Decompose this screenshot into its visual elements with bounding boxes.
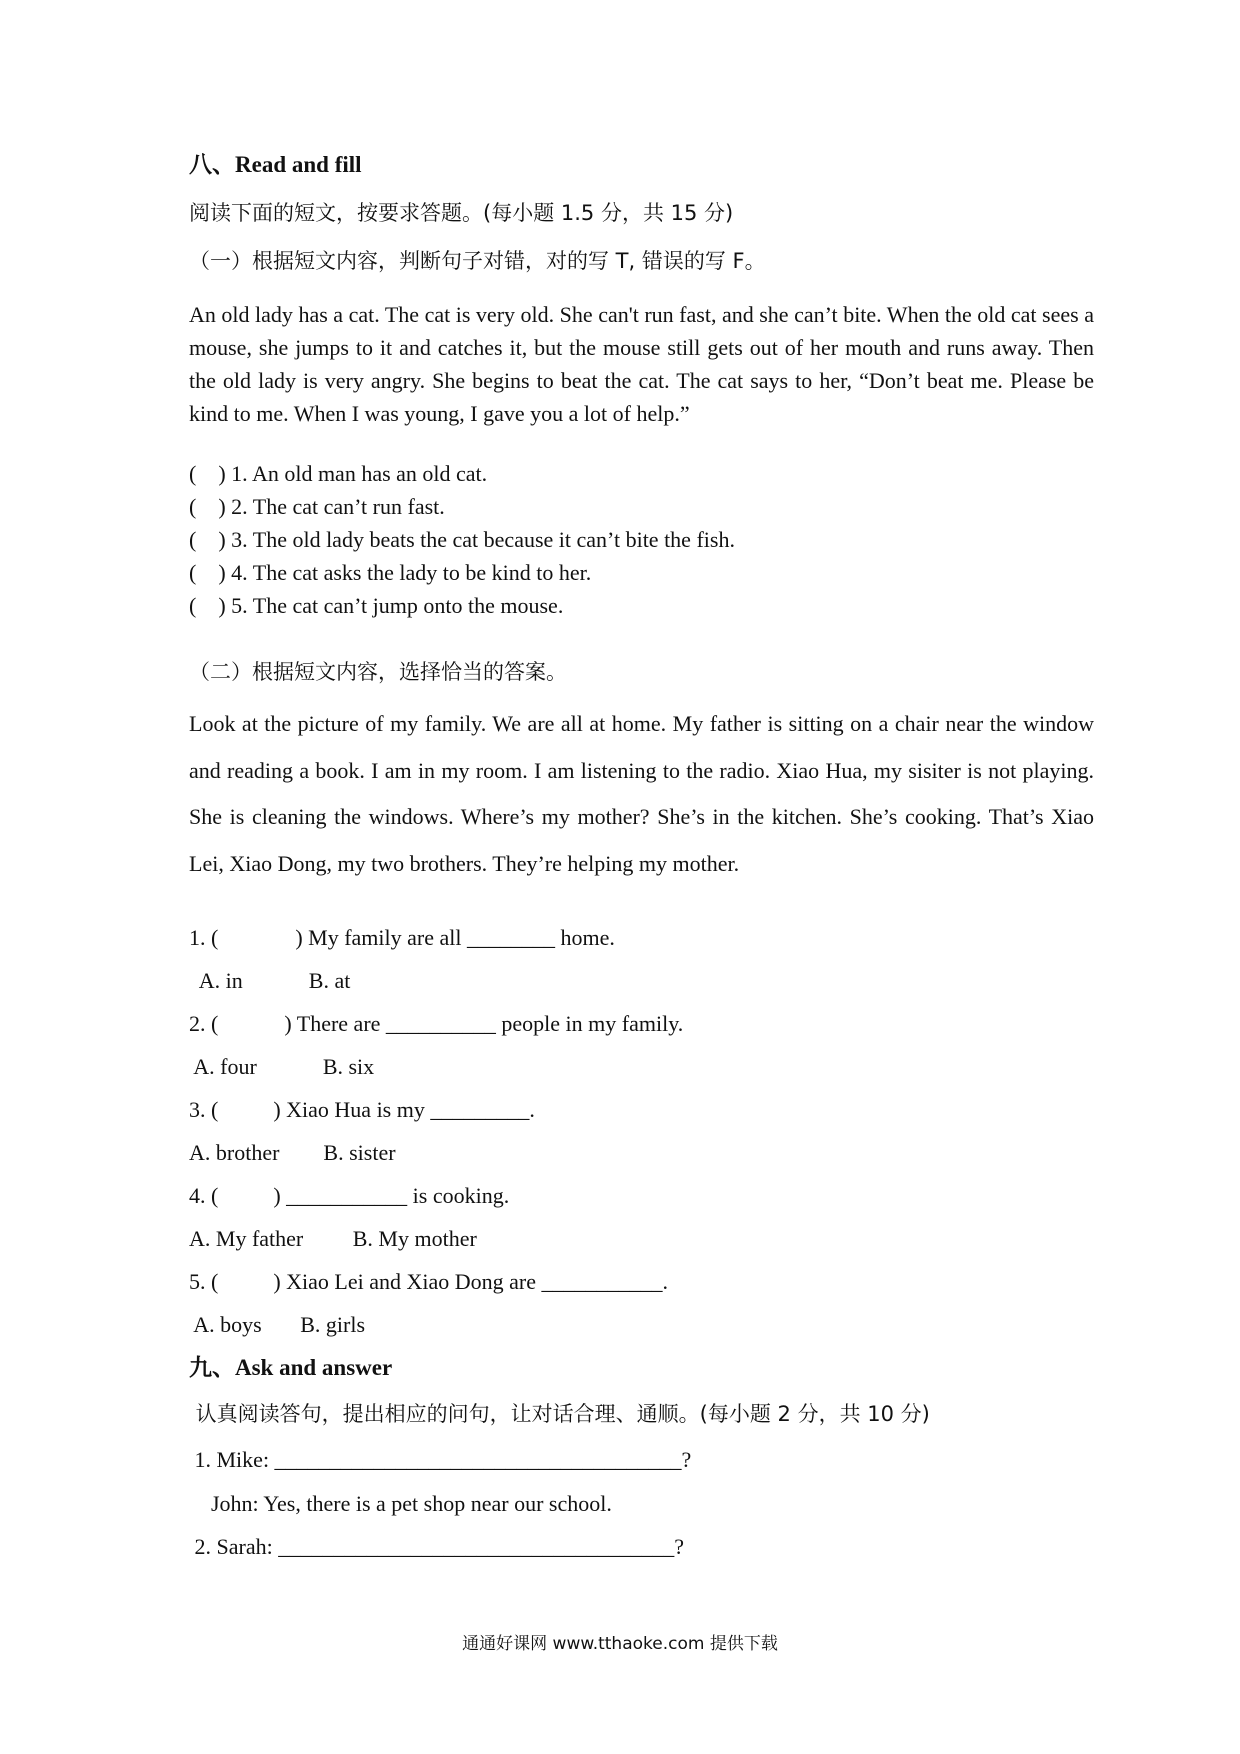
mc-options-1: A. in B. at <box>189 968 351 993</box>
section8-instruction: 阅读下面的短文，按要求答题。(每小题 1.5 分，共 15 分) <box>189 201 734 225</box>
section9-instruction: 认真阅读答句，提出相应的问句，让对话合理、通顺。(每小题 2 分，共 10 分) <box>189 1402 930 1426</box>
tf-item-4: ( ) 4. The cat asks the lady to be kind to her. <box>189 560 592 585</box>
mc-question-4: 4. ( ) ___________ is cooking. <box>189 1183 510 1208</box>
mc-question-2: 2. ( ) There are __________ people in my family. <box>189 1011 684 1036</box>
mc-options-3: A. brother B. sister <box>189 1140 396 1165</box>
dialogue-answer-1: John: Yes, there is a pet shop near our school. <box>189 1491 612 1516</box>
part2-passage: Look at the picture of my family. We are all at home. My father is sitting on a chair near the window and reading a book. I am in my room. I am listening to the radio. Xiao Hua, my sisiter is not playing. She is cleaning the windows. Where’s my mother? She’s in the kitchen. She’s cooking. That’s Xiao Lei, Xiao Dong, my two brothers. They’re helping my mother. <box>189 711 1094 876</box>
dialogue-ask-1: 1. Mike: _____________________________________? <box>189 1447 692 1472</box>
page-footer: 通通好课网 www.tthaoke.com 提供下载 <box>462 1634 778 1654</box>
tf-item-1: ( ) 1. An old man has an old cat. <box>189 461 488 486</box>
tf-item-2: ( ) 2. The cat can’t run fast. <box>189 494 445 519</box>
mc-question-3: 3. ( ) Xiao Hua is my _________. <box>189 1097 535 1122</box>
section9-heading: 九、Ask and answer <box>189 1355 393 1380</box>
mc-options-2: A. four B. six <box>189 1054 375 1079</box>
dialogue-ask-2: 2. Sarah: ____________________________________? <box>189 1534 684 1559</box>
part1-passage: An old lady has a cat. The cat is very old. She can't run fast, and she can’t bite. When the old cat sees a mouse, she jumps to it and catches it, but the mouse still gets out of her mouth and runs away. Then the old lady is very angry. She begins to beat the cat. The cat says to her, “Don’t beat me. Please be kind to me. When I was young, I gave you a lot of help.” <box>189 302 1094 426</box>
mc-options-4: A. My father B. My mother <box>189 1226 477 1251</box>
part1-title: （一）根据短文内容，判断句子对错，对的写 T, 错误的写 F。 <box>189 249 766 273</box>
part2-title: （二）根据短文内容，选择恰当的答案。 <box>189 660 567 684</box>
mc-question-5: 5. ( ) Xiao Lei and Xiao Dong are ___________. <box>189 1269 669 1294</box>
tf-item-5: ( ) 5. The cat can’t jump onto the mouse. <box>189 593 564 618</box>
section8-heading: 八、Read and fill <box>189 152 362 177</box>
mc-options-5: A. boys B. girls <box>189 1312 366 1337</box>
mc-question-1: 1. ( ) My family are all ________ home. <box>189 925 615 950</box>
tf-item-3: ( ) 3. The old lady beats the cat because it can’t bite the fish. <box>189 527 735 552</box>
